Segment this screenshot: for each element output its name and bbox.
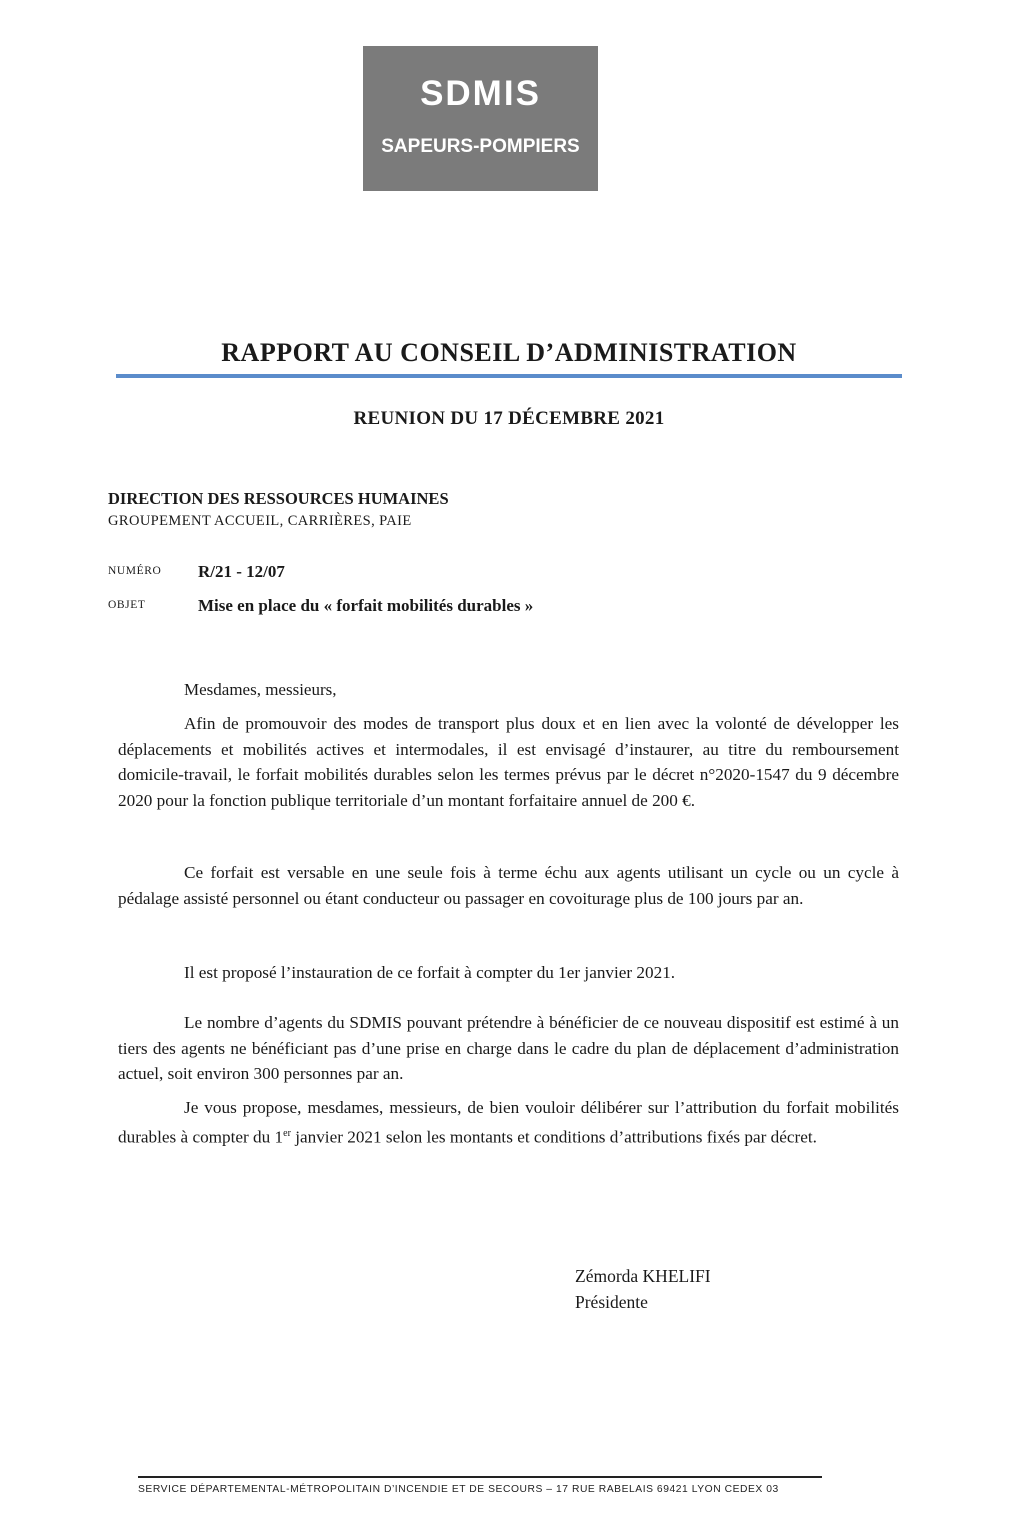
- ordinal-suffix: er: [283, 1127, 291, 1139]
- number-label: NUMÉRO: [108, 565, 162, 577]
- object-value: Mise en place du « forfait mobilités durables »: [198, 596, 534, 615]
- paragraph-eligibility: Ce forfait est versable en une seule fois à terme échu aux agents utilisant un cycle ou un cycle à pédalage assisté personnel ou étant conducteur ou passager en covoiturage plus de 100 jours par an.: [118, 863, 899, 908]
- title-underline: [116, 374, 902, 378]
- greeting: Mesdames, messieurs,: [184, 680, 337, 699]
- number-value: R/21 - 12/07: [198, 562, 285, 581]
- signatory-title: Présidente: [575, 1292, 648, 1312]
- footer-address: SERVICE DÉPARTEMENTAL-MÉTROPOLITAIN D’INCENDIE ET DE SECOURS – 17 RUE RABELAIS 69421 LYON CEDEX 03: [138, 1484, 779, 1495]
- paragraph-start-date: Il est proposé l’instauration de ce forfait à compter du 1er janvier 2021.: [184, 963, 676, 982]
- department-name: DIRECTION DES RESSOURCES HUMAINES: [108, 489, 449, 508]
- paragraph-estimate: Le nombre d’agents du SDMIS pouvant prétendre à bénéficier de ce nouveau dispositif est estimé à un tiers des agents ne bénéficiant pas d’une prise en charge dans le cadre du plan de déplacement d’administration actuel, soit environ 300 personnes par an.: [118, 1013, 899, 1083]
- proposal-text-end: janvier 2021 selon les montants et conditions d’attributions fixés par décret.: [290, 1127, 817, 1147]
- report-title: RAPPORT AU CONSEIL D’ADMINISTRATION: [221, 338, 797, 367]
- meeting-date: REUNION DU 17 DÉCEMBRE 2021: [353, 408, 665, 429]
- logo-title: SDMIS: [420, 74, 541, 113]
- proposal-text-start: Je vous propose, mesdames, messieurs, de bien vouloir délibérer sur l’attribution du forfait mobilités durables à compter du 1: [118, 1098, 899, 1147]
- signatory-name: Zémorda KHELIFI: [575, 1266, 711, 1286]
- paragraph-purpose: Afin de promouvoir des modes de transport plus doux et en lien avec la volonté de développer les déplacements et mobilités actives et intermodales, il est envisagé d’instaurer, au titre du remboursement domicile-travail, le forfait mobilités durables selon les termes prévus par le décret n°2020-1547 du 9 décembre 2020 pour la fonction publique territoriale d’un montant forfaitaire annuel de 200 €.: [118, 714, 899, 810]
- department-group: GROUPEMENT ACCUEIL, CARRIÈRES, PAIE: [108, 513, 412, 529]
- logo-subtitle: SAPEURS-POMPIERS: [381, 136, 580, 157]
- paragraph-proposal: [118, 1095, 899, 1150]
- object-label: OBJET: [108, 599, 146, 611]
- sdmis-logo: [363, 46, 598, 191]
- footer-rule: [138, 1476, 822, 1478]
